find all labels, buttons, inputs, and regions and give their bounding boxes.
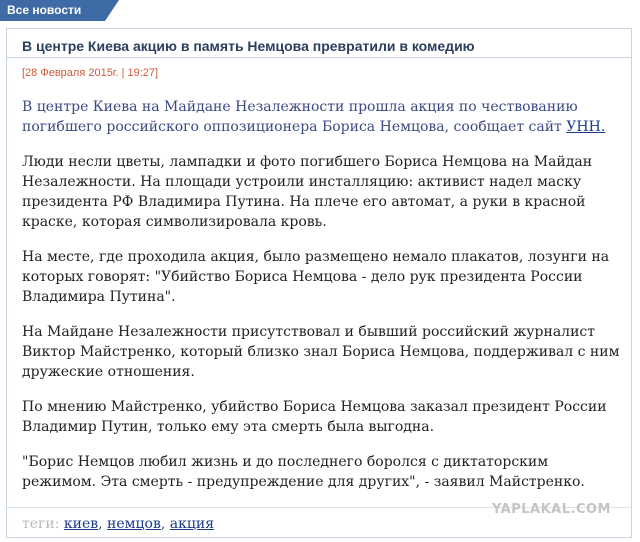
- tag-separator: ,: [98, 516, 108, 532]
- article-paragraph: "Борис Немцов любил жизнь и до последнего боролся с диктаторским режимом. Эта смерть - предупреждение для других", - заявил Майстренко.: [22, 454, 585, 490]
- tag-separator: ,: [160, 516, 170, 532]
- article-paragraph: По мнению Майстренко, убийство Бориса Немцова заказал президент России Владимир Путин, только ему эта смерть была выгодна.: [22, 399, 607, 435]
- lead-text: В центре Киева на Майдане Незалежности прошла акция по чествованию погибшего российского оппозиционера Бориса Немцова, сообщает сайт: [22, 99, 578, 135]
- news-card: [6, 28, 632, 538]
- article-paragraph: На месте, где проходила акция, было размещено немало плакатов, лозунги на которых говорят: "Убийство Бориса Немцова - дело рук президента России Владимира Путина".: [22, 249, 610, 305]
- site-watermark: YAPLAKAL.COM: [492, 502, 611, 517]
- source-link[interactable]: УНН.: [566, 119, 606, 135]
- tags-label: теги:: [22, 516, 60, 532]
- article-lead: [22, 97, 622, 137]
- article-date: [28 Февраля 2015г. | 19:27]: [22, 67, 159, 79]
- title-divider: [7, 57, 631, 58]
- tab-notch: [105, 0, 119, 21]
- article-title: В центре Киева акцию в память Немцова превратили в комедию: [22, 38, 475, 54]
- article-paragraph: Люди несли цветы, лампадки и фото погибшего Бориса Немцова на Майдан Незалежности. На площади устроили инсталляцию: активист надел маску президента РФ Владимира Путина. На плече его автомат, а руки в красной краске, которая символизировала кровь.: [22, 154, 593, 230]
- article-paragraph: На Майдане Незалежности присутствовал и бывший российский журналист Виктор Майстренко, который близко знал Бориса Немцова, поддерживал с ним дружеские отношения.: [22, 324, 620, 380]
- tag-link-aktsiya[interactable]: акция: [169, 516, 215, 532]
- tag-link-nemtsov[interactable]: немцов: [107, 516, 161, 532]
- all-news-tab[interactable]: Все новости: [0, 0, 105, 21]
- tag-link-kiev[interactable]: киев: [63, 516, 99, 532]
- article-body: [22, 97, 622, 507]
- top-tab-bar: [0, 0, 640, 21]
- tags-row: [22, 516, 214, 532]
